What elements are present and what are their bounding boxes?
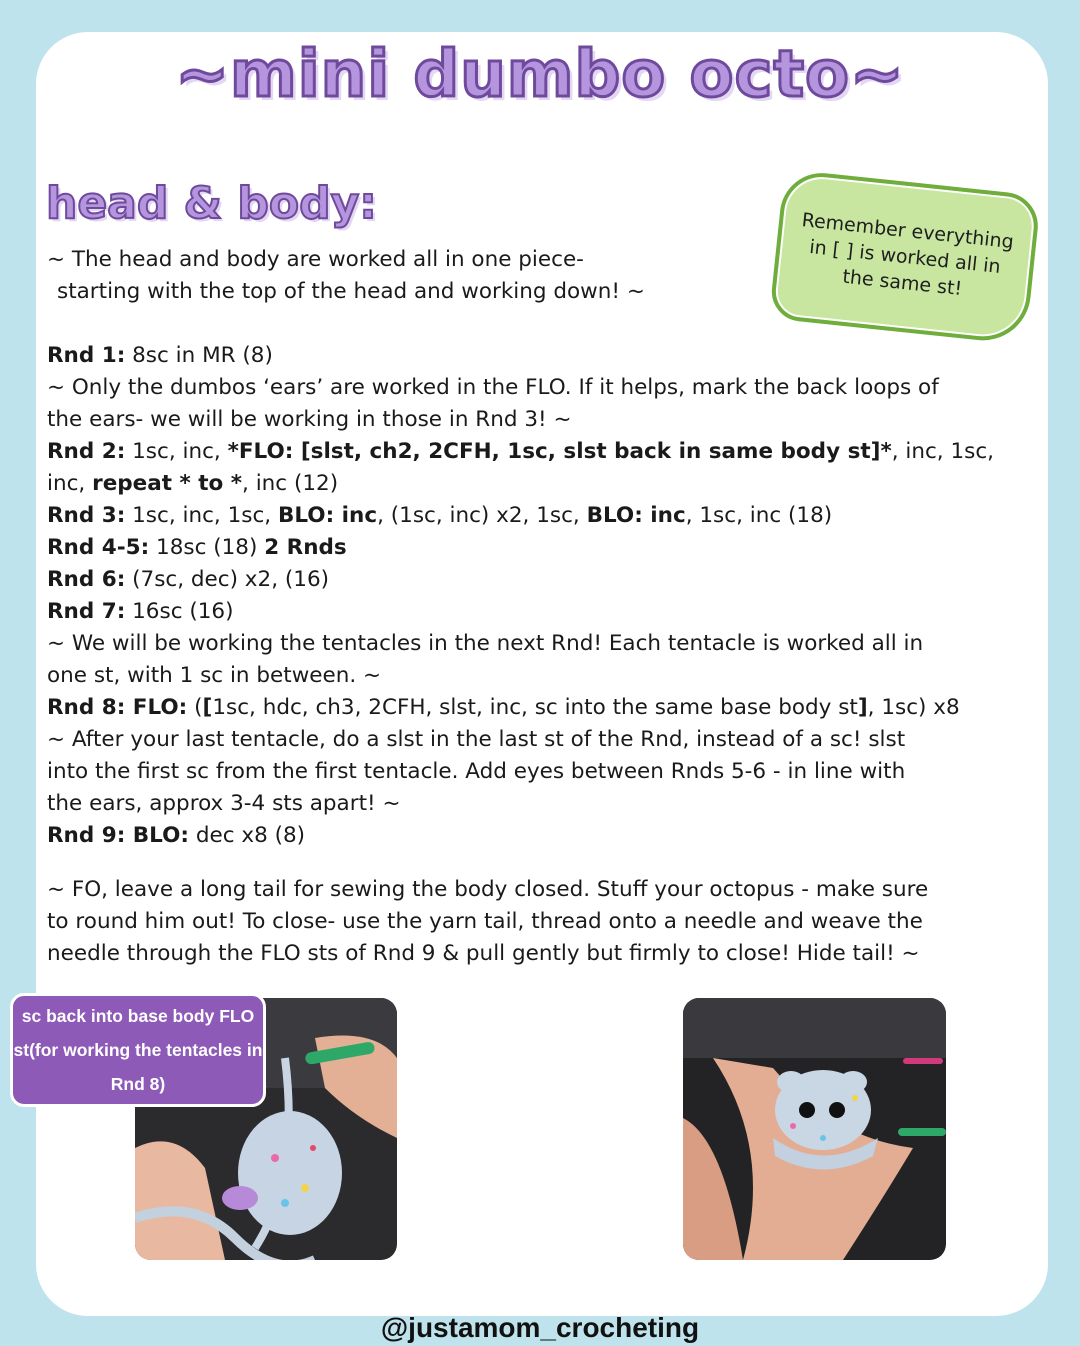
rnd-3-bold: BLO: inc — [586, 503, 686, 528]
rnd-6 — [47, 564, 1037, 596]
rnd-4-5 — [47, 532, 1037, 564]
rnd-1-text: 8sc in MR (8) — [125, 343, 273, 368]
rnd-2-cont — [47, 468, 1037, 500]
rnd-8-bold: [ — [202, 695, 213, 720]
rnd-7-label: Rnd 7: — [47, 599, 126, 624]
rnd-3-text: 1sc, inc, 1sc, — [125, 503, 278, 528]
finished-octopus-image — [683, 998, 946, 1260]
after-note-line-3: the ears, approx 3-4 sts apart! ~ — [47, 791, 401, 816]
page-title: ~mini dumbo octo~ — [175, 38, 905, 112]
rnd-6-label: Rnd 6: — [47, 567, 126, 592]
rnd-7 — [47, 596, 1037, 628]
finish-line-3: needle through the FLO sts of Rnd 9 & pull gently but firmly to close! Hide tail! ~ — [47, 941, 920, 966]
rnd-4-5-bold: 2 Rnds — [264, 535, 347, 560]
finish-line-2: to round him out! To close- use the yarn tail, thread onto a needle and weave the — [47, 909, 923, 934]
rnd-1 — [47, 340, 1037, 372]
rnd-2-label: Rnd 2: — [47, 439, 126, 464]
rnd-3-bold: BLO: inc — [277, 503, 378, 528]
rnd-1-label: Rnd 1: — [47, 343, 126, 368]
intro-line-2: starting with the top of the head and working down! ~ — [57, 279, 645, 304]
rnd-3-label: Rnd 3: — [47, 503, 126, 528]
pattern-rounds — [47, 340, 1037, 852]
rnd-3-text: , 1sc, inc (18) — [685, 503, 833, 528]
intro-text — [47, 244, 1037, 308]
rnd-4-5-label: Rnd 4-5: — [47, 535, 150, 560]
rnd-2-bold: *FLO: [slst, ch2, 2CFH, 1sc, slst back in same body st]* — [227, 439, 892, 464]
creator-handle: @justamom_crocheting — [380, 1312, 700, 1343]
section-heading: head & body: — [46, 178, 377, 229]
rnd-9-text: dec x8 (8) — [188, 823, 306, 848]
callout-line-1: sc back into base body FLO — [21, 1006, 255, 1026]
tentacles-note-line-1: ~ We will be working the tentacles in the next Rnd! Each tentacle is worked all in — [47, 631, 924, 656]
intro-line-1: ~ The head and body are worked all in one piece- — [47, 247, 584, 272]
ears-note-line-2: the ears- we will be working in those in Rnd 3! ~ — [47, 407, 572, 432]
finish-line-1: ~ FO, leave a long tail for sewing the body closed. Stuff your octopus - make sure — [47, 877, 929, 902]
rnd-9 — [47, 820, 1037, 852]
rnd-8-text: ( — [187, 695, 203, 720]
rnd-3 — [47, 500, 1037, 532]
reminder-note-text: Remember everything in [ ] is worked all in the same st! — [800, 209, 1015, 301]
rnd-2-text: inc, — [47, 471, 93, 496]
callout-line-2: st(for working the tentacles in — [13, 1040, 263, 1060]
rnd-2-text: 1sc, inc, — [125, 439, 228, 464]
rnd-3-text: , (1sc, inc) x2, 1sc, — [377, 503, 587, 528]
after-note-line-2: into the first sc from the first tentacle. Add eyes between Rnds 5-6 - in line with — [47, 759, 906, 784]
finished-octopus-photo — [683, 998, 946, 1260]
after-note-line-1: ~ After your last tentacle, do a slst in the last st of the Rnd, instead of a sc! slst — [47, 727, 906, 752]
rnd-2-text: , inc (12) — [242, 471, 339, 496]
rnd-8-bold: ] — [857, 695, 868, 720]
finishing-text — [47, 874, 1037, 970]
photo-callout — [10, 993, 266, 1107]
rnd-6-text: (7sc, dec) x2, (16) — [125, 567, 330, 592]
rnd-4-5-text: 18sc (18) — [149, 535, 265, 560]
rnd-8-text: 1sc, hdc, ch3, 2CFH, slst, inc, sc into the same base body st — [212, 695, 858, 720]
rnd-8-text: , 1sc) x8 — [867, 695, 960, 720]
rnd-2-bold: repeat * to * — [92, 471, 243, 496]
callout-line-3: Rnd 8) — [110, 1074, 166, 1094]
rnd-2 — [47, 436, 1037, 468]
rnd-7-text: 16sc (16) — [125, 599, 234, 624]
rnd-9-label: Rnd 9: BLO: — [47, 823, 189, 848]
rnd-8-label: Rnd 8: FLO: — [47, 695, 188, 720]
tentacles-note-line-2: one st, with 1 sc in between. ~ — [47, 663, 382, 688]
ears-note-line-1: ~ Only the dumbos ‘ears’ are worked in the FLO. If it helps, mark the back loops of — [47, 375, 939, 400]
rnd-2-text: , inc, 1sc, — [891, 439, 995, 464]
rnd-8 — [47, 692, 1037, 724]
